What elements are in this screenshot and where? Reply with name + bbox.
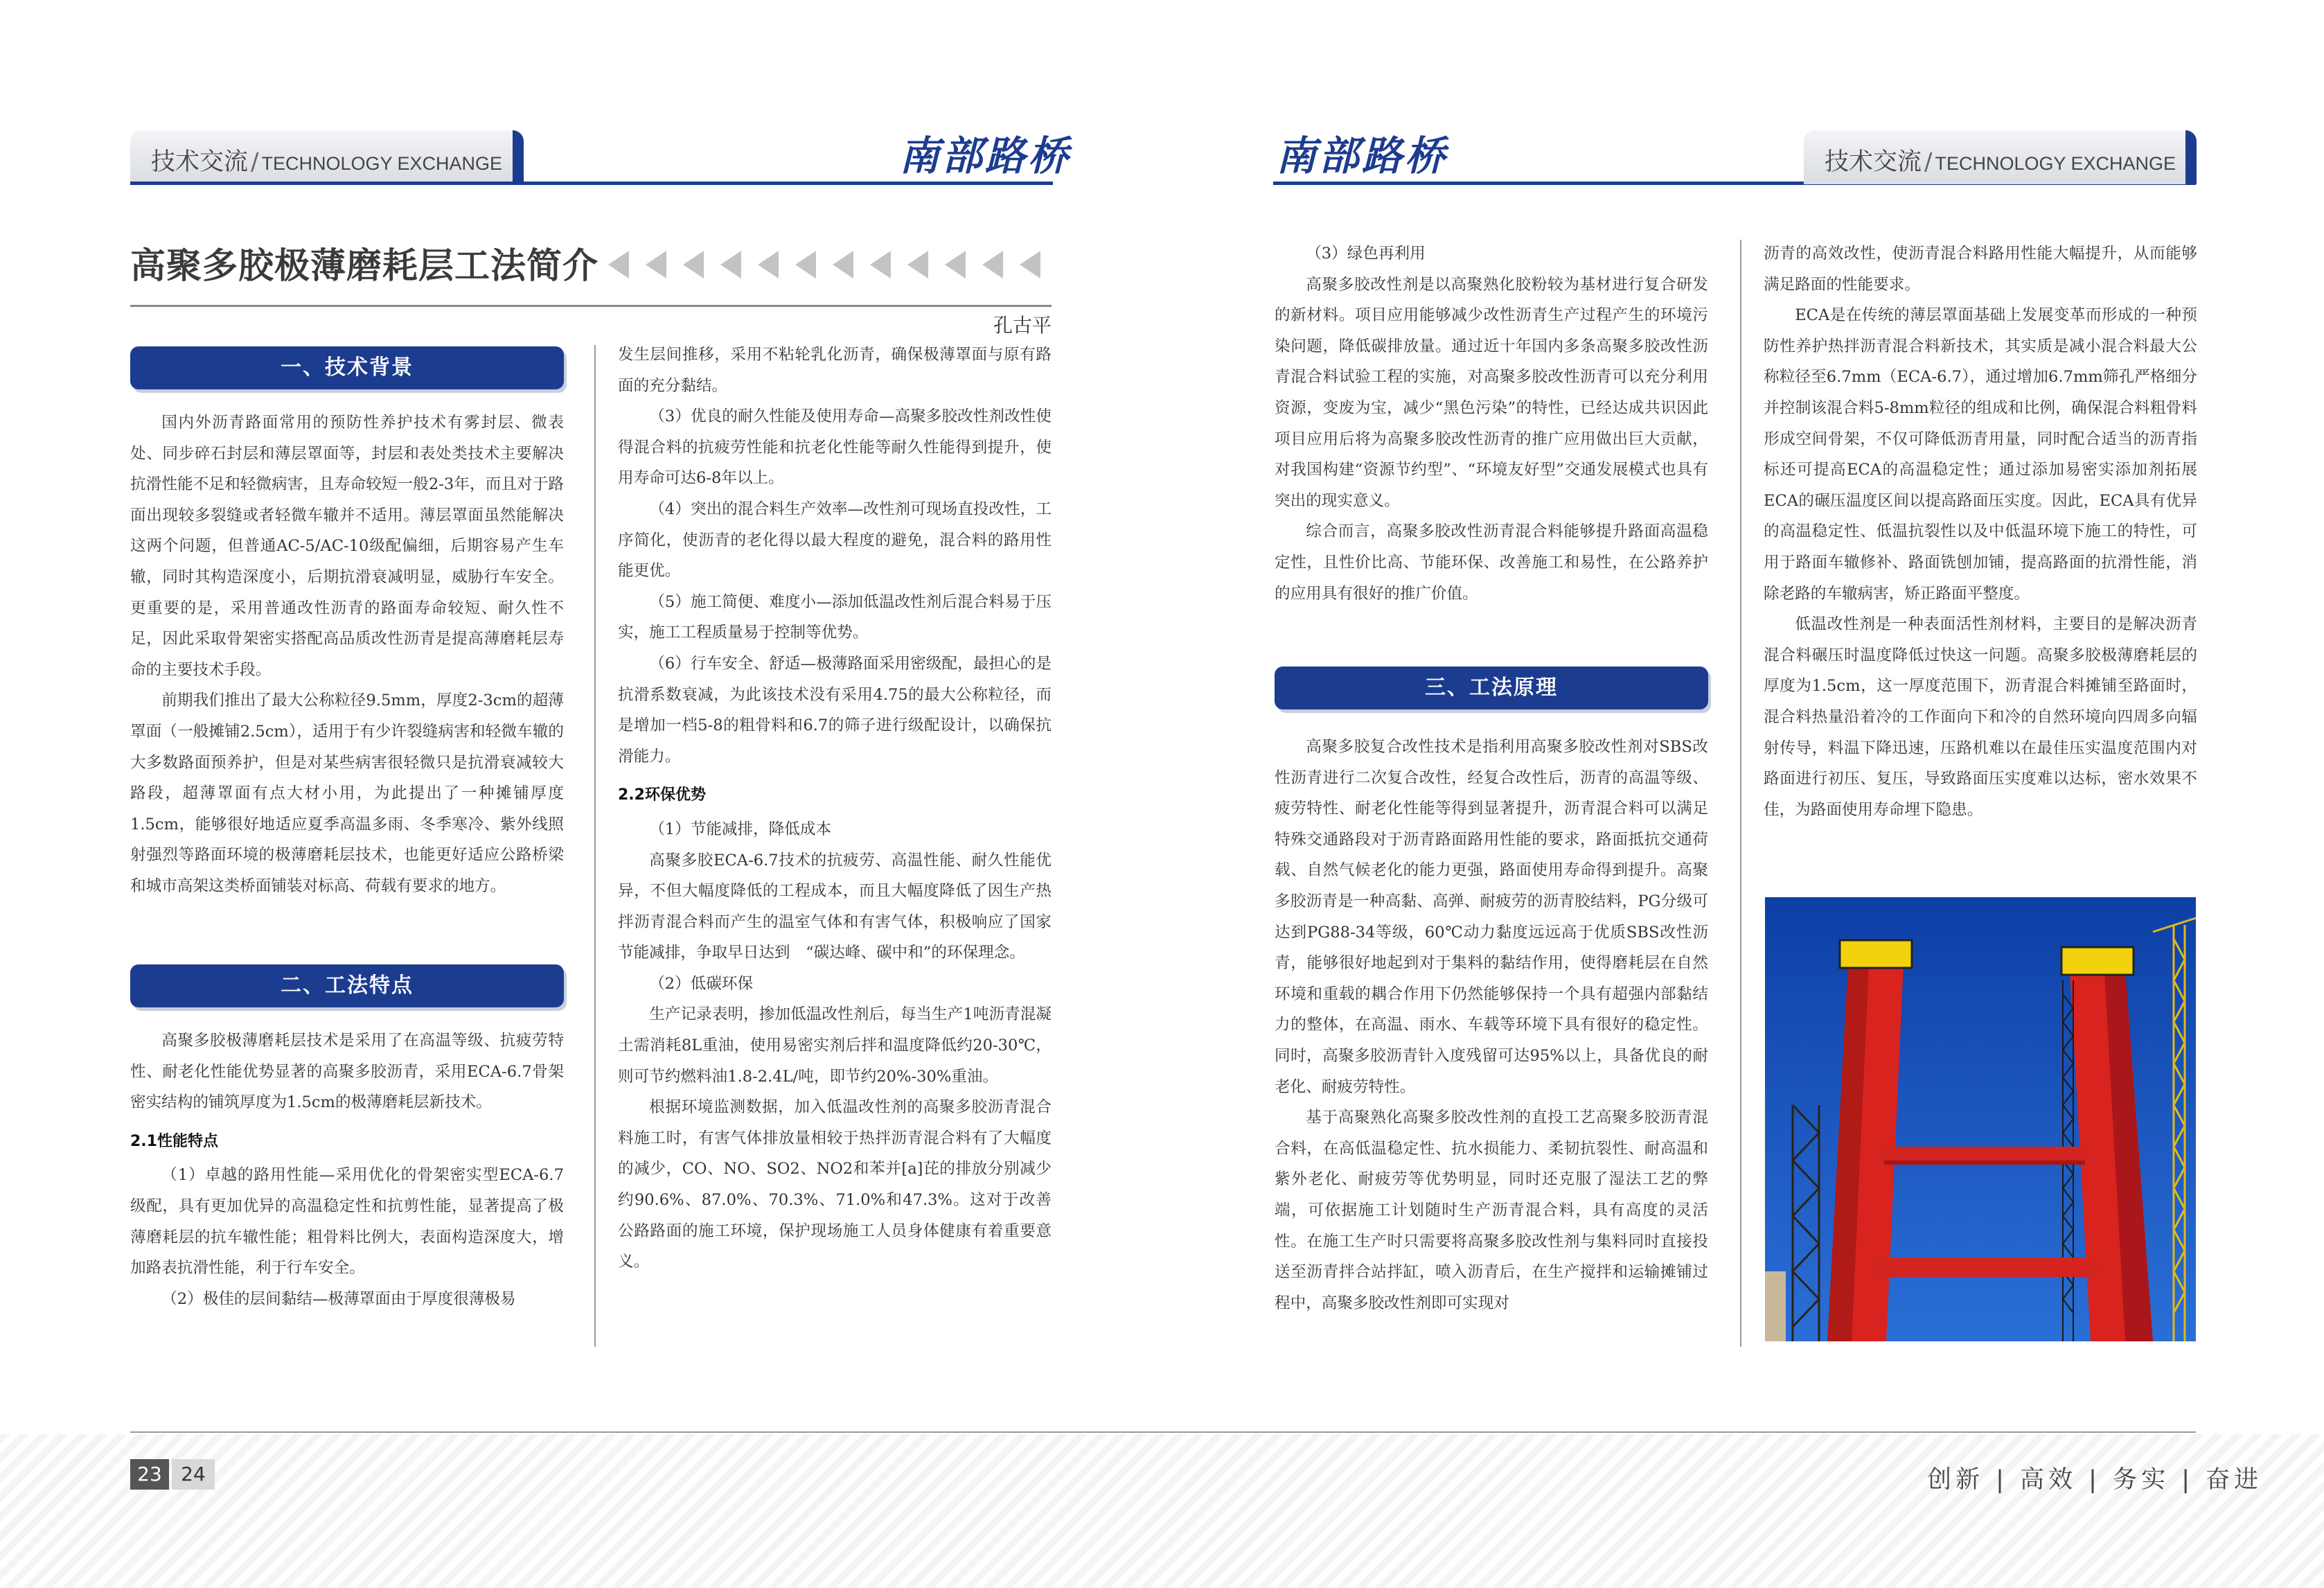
section-heading-background: 一、技术背景 <box>130 346 564 389</box>
column-right-1b <box>1275 732 1708 1318</box>
paragraph: （2）极佳的层间黏结—极薄罩面由于厚度很薄极易 <box>161 1289 516 1308</box>
brand-logo-right: 南部路桥 <box>1276 132 1448 179</box>
column-left-1b <box>130 1025 564 1314</box>
paragraph: （5）施工简便、难度小—添加低温改性剂后混合料易于压实，施工工程质量易于控制等优势。 <box>618 592 1052 642</box>
paragraph: 前期我们推出了最大公称粒径9.5mm，厚度2-3cm的超薄罩面（一般摊铺2.5cm），适用于有少许裂缝病害和轻微车辙的大多数路面预养护，但是对某些病害很轻微只是抗滑衰减较大路段，超薄罩面有点大材小用，为此提出了一种摊铺厚度1.5cm，能够很好地适应夏季高温多雨、冬季寒冷、紫外线照射强烈等路面环境的极薄磨耗层技术，也能更好适应公路桥梁和城市高架这类桥面铺装对标高、荷载有要求的地方。 <box>130 691 564 895</box>
article-author: 孔古平 <box>993 314 1052 337</box>
paragraph: 沥青的高效改性，使沥青混合料路用性能大幅提升，从而能够满足路面的性能要求。 <box>1764 245 2197 294</box>
paragraph: （2）低碳环保 <box>649 974 754 993</box>
section-heading-features: 二、工法特点 <box>130 964 564 1007</box>
paragraph: 综合而言，高聚多胶改性沥青混合料能够提升路面高温稳定性，且性价比高、节能环保、改善施工和易性，在公路养护的应用具有很好的推广价值。 <box>1275 522 1708 603</box>
section-name-cn: 技术交流 <box>1825 148 1922 176</box>
brand-logo-left: 南部路桥 <box>899 132 1072 179</box>
title-rule <box>130 305 1052 307</box>
article-title: 高聚多胶极薄磨耗层工法简介 <box>130 246 599 287</box>
paragraph: ECA是在传统的薄层罩面基础上发展变革而形成的一种预防性养护热拌沥青混合料新技术，其实质是减小混合料最大公称粒径至6.7mm（ECA-6.7），通过增加6.7mm筛孔严格细分并控制该混合料5-8mm粒径的组成和比例，确保混合料粗骨料形成空间骨架，不仅可降低沥青用量，同时配合适当的沥青指标还可提高ECA的高温稳定性；通过添加易密实添加剂拓展ECA的碾压温度区间以提高路面压实度。因此，ECA具有优异的高温稳定性、低温抗裂性以及中低温环境下施工的特性，可用于路面车辙修补、路面铣刨加铺，提高路面的抗滑性能，消除老路的车辙病害，矫正路面平整度。 <box>1764 306 2197 603</box>
column-divider <box>594 345 596 1347</box>
paragraph: 高聚多胶改性剂是以高聚熟化胶粉较为基材进行复合研发的新材料。项目应用能够减少改性沥青生产过程产生的环境污染问题，降低碳排放量。通过近十年国内多条高聚多胶改性沥青混合料试验工程的实施，对高聚多胶改性沥青可以充分利用资源，变废为宝，减少“黑色污染”的特性，已经达成共识因此项目应用后将为高聚多胶改性沥青的推广应用做出巨大贡献，对我国构建“资源节约型”、“环境友好型”交通发展模式也具有突出的现实意义。 <box>1275 275 1708 510</box>
paragraph: 高聚多胶极薄磨耗层技术是采用了在高温等级、抗疲劳特性、耐老化性能优势显著的高聚多胶沥青，采用ECA-6.7骨架密实结构的铺筑厚度为1.5cm的极薄磨耗层新技术。 <box>130 1032 564 1112</box>
paragraph: 发生层间推移，采用不粘轮乳化沥青，确保极薄罩面与原有路面的充分黏结。 <box>618 346 1052 395</box>
paragraph: （3）优良的耐久性能及使用寿命—高聚多胶改性剂改性使得混合料的抗疲劳性能和抗老化性能等耐久性能得到提升，使用寿命可达6-8年以上。 <box>618 407 1052 488</box>
slogan: 创新 | 高效 | 务实 | 奋进 <box>1927 1466 2263 1494</box>
section-tab-left: 技术交流 / TECHNOLOGY EXCHANGE <box>130 130 523 184</box>
paragraph: （3）绿色再利用 <box>1306 245 1426 263</box>
paragraph: 根据环境监测数据，加入低温改性剂的高聚多胶沥青混合料施工时，有害气体排放量相较于热拌沥青混合料有了大幅度的减少，CO、NO、SO2、NO2和苯并[a]芘的排放分别减少约90.6%、87.0%、70.3%、71.0%和47.3%。这对于改善公路路面的施工环境，保护现场施工人员身体健康有着重要意义。 <box>618 1098 1052 1271</box>
bridge-construction-photo <box>1765 897 2196 1341</box>
section-heading-principle: 三、工法原理 <box>1275 667 1708 709</box>
paragraph: （4）突出的混合料生产效率—改性剂可现场直投改性，工序简化，使沥青的老化得以最大程度的避免，混合料的路用性能更优。 <box>618 500 1052 581</box>
page-number-left: 23 <box>130 1459 169 1490</box>
header-accent <box>2185 130 2197 184</box>
column-left-1a <box>130 407 564 902</box>
subheading-environment: 2.2环保优势 <box>618 786 706 804</box>
paragraph: 高聚多胶ECA-6.7技术的抗疲劳、高温性能、耐久性能优异，不但大幅度降低的工程成本，而且大幅度降低了因生产热拌沥青混合料而产生的温室气体和有害气体，积极响应了国家节能减排，争取早日达到 “碳达峰、碳中和”的环保理念。 <box>618 851 1052 962</box>
paragraph: （6）行车安全、舒适—极薄路面采用密级配，最担心的是抗滑系数衰减，为此该技术没有采用4.75的最大公称粒径，而是增加一档5-8的粗骨料和6.7的筛子进行级配设计，以确保抗滑能力。 <box>618 654 1052 766</box>
header-accent <box>513 130 524 184</box>
section-tab-right: 技术交流 / TECHNOLOGY EXCHANGE <box>1804 130 2197 184</box>
column-left-2 <box>618 339 1052 1278</box>
section-name-cn: 技术交流 <box>151 148 249 176</box>
header-rule-left <box>130 182 1053 185</box>
paragraph: （1）卓越的路用性能—采用优化的骨架密实型ECA-6.7级配，具有更加优异的高温稳定性和抗剪性能，显著提高了极薄磨耗层的抗车辙性能；粗骨料比例大，表面构造深度大，增加路表抗滑性能，利于行车安全。 <box>130 1166 564 1278</box>
paragraph: 基于高聚熟化高聚多胶改性剂的直投工艺高聚多胶沥青混合料，在高低温稳定性、抗水损能力、柔韧抗裂性、耐高温和紫外老化、耐疲劳等优势明显，同时还克服了湿法工艺的弊端，可依据施工计划随时生产沥青混合料，具有高度的灵活性。在施工生产时只需要将高聚多胶改性剂与集料同时直接投送至沥青拌合站拌缸，喷入沥青后，在生产搅拌和运输摊铺过程中，高聚多胶改性剂即可实现对 <box>1275 1109 1708 1312</box>
footer-rule <box>130 1431 2196 1433</box>
column-right-2 <box>1764 238 2197 825</box>
section-name-en: TECHNOLOGY EXCHANGE <box>1935 153 2176 174</box>
paragraph: （1）节能减排，降低成本 <box>649 820 832 838</box>
paragraph: 国内外沥青路面常用的预防性养护技术有雾封层、微表处、同步碎石封层和薄层罩面等，封层和表处类技术主要解决抗滑性能不足和轻微病害，且寿命较短一般2-3年，而且对于路面出现较多裂缝或者轻微车辙并不适用。薄层罩面虽然能解决这两个问题，但普通AC-5/AC-10级配偏细，后期容易产生车辙，同时其构造深度小，后期抗滑衰减明显，威胁行车安全。更重要的是，采用普通改性沥青的路面寿命较短、耐久性不足，因此采取骨架密实搭配高品质改性沥青是提高薄磨耗层寿命的主要技术手段。 <box>130 414 564 679</box>
paragraph: 生产记录表明，掺加低温改性剂后，每当生产1吨沥青混凝土需消耗8L重油，使用易密实剂后拌和温度降低约20-30℃，则可节约燃料油1.8-2.4L/吨，即节约20%-30%重油。 <box>618 1005 1052 1086</box>
paragraph: 高聚多胶复合改性技术是指利用高聚多胶改性剂对SBS改性沥青进行二次复合改性，经复合改性后，沥青的高温等级、疲劳特性、耐老化性能等得到显著提升，沥青混合料可以满足特殊交通路段对于沥青路面路用性能的要求，路面抵抗交通荷载、自然气候老化的能力更强，路面使用寿命得到提升。高聚多胶沥青是一种高黏、高弹、耐疲劳的沥青胶结料，PG分级可达到PG88-34等级，60℃动力黏度远远高于优质SBS改性沥青，能够很好地起到对于集料的黏结作用，使得磨耗层在自然环境和重载的耦合作用下仍然能够保持一个具有超强内部黏结力的整体，在高温、雨水、车载等环境下具有很好的稳定性。同时，高聚多胶沥青针入度残留可达95%以上，具备优良的耐老化、耐疲劳特性。 <box>1275 738 1708 1096</box>
paragraph: 低温改性剂是一种表面活性剂材料，主要目的是解决沥青混合料碾压时温度降低过快这一问题。高聚多胶极薄磨耗层的厚度为1.5cm，这一厚度范围下，沥青混合料摊铺至路面时，混合料热量沿着冷的工作面向下和冷的自然环境向四周多向辐射传导，料温下降迅速，压路机难以在最佳压实温度范围内对路面进行初压、复压，导致路面压实度难以达标，密水效果不佳，为路面使用寿命埋下隐患。 <box>1764 615 2197 819</box>
subheading-performance: 2.1性能特点 <box>130 1132 218 1150</box>
footer-pattern <box>0 1434 2324 1588</box>
column-right-1a <box>1275 238 1708 609</box>
section-name-en: TECHNOLOGY EXCHANGE <box>261 153 503 174</box>
page-number-right: 24 <box>172 1459 215 1490</box>
column-divider <box>1740 240 1741 1347</box>
